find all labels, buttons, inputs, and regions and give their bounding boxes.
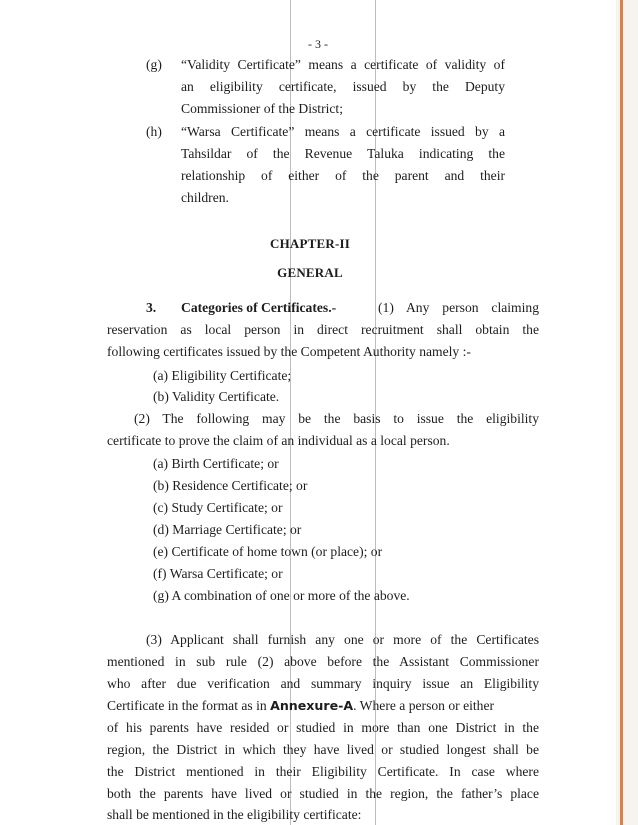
paragraph-line: region, the District in which they have lived or studied longest shall be [107, 742, 539, 757]
paragraph-line: following certificates issued by the Competent Authority namely :- [107, 344, 471, 359]
paragraph-line: Certificate in the format as in Annexure-A. Where a person or either [107, 698, 495, 713]
definition-line: children. [181, 190, 229, 205]
paragraph-line: reservation as local person in direct recruitment shall obtain the [107, 322, 539, 337]
chapter-subtitle: GENERAL [277, 265, 343, 280]
paragraph-line: (2) The following may be the basis to issue the eligibility [134, 411, 539, 426]
list-item: (a) Eligibility Certificate; [153, 368, 292, 383]
definition-line: Commissioner of the District; [181, 101, 343, 116]
definition-line: “Validity Certificate” means a certificate of validity of [181, 57, 505, 72]
list-item: (f) Warsa Certificate; or [153, 566, 283, 581]
list-item: (d) Marriage Certificate; or [153, 522, 302, 537]
paragraph-line: the District mentioned in their Eligibility Certificate. In case where [107, 764, 539, 779]
list-item: (c) Study Certificate; or [153, 500, 283, 515]
page-number: - 3 - [308, 37, 328, 51]
list-item: (a) Birth Certificate; or [153, 456, 279, 471]
page-edge-line [620, 0, 623, 825]
chapter-title: CHAPTER-II [269, 236, 350, 251]
list-item: (b) Residence Certificate; or [153, 478, 308, 493]
definition-marker: (h) [146, 124, 162, 139]
paragraph-line: of his parents have resided or studied in more than one District in the [107, 720, 539, 735]
list-item: (g) A combination of one or more of the above. [153, 588, 410, 603]
paragraph-line: who after due verification and summary inquiry issue an Eligibility [107, 676, 539, 691]
section-number: 3. [146, 300, 157, 315]
definition-line: an eligibility certificate, issued by the Deputy [181, 79, 505, 94]
annexure-reference: Annexure-A [270, 698, 354, 713]
list-item: (e) Certificate of home town (or place); or [153, 544, 383, 559]
paragraph-line: both the parents have lived or studied in the region, the father’s place [107, 786, 539, 801]
paragraph-line: (3) Applicant shall furnish any one or more of the Certificates [146, 632, 539, 647]
paragraph-line: shall be mentioned in the eligibility certificate: [107, 807, 362, 822]
paragraph-line: (1) Any person claiming [378, 300, 539, 315]
list-item: (b) Validity Certificate. [153, 389, 280, 404]
definition-line: relationship of either of the parent and their [181, 168, 505, 183]
paragraph-line: mentioned in sub rule (2) above before the Assistant Commissioner [107, 654, 539, 669]
definition-marker: (g) [146, 57, 162, 72]
definition-line: “Warsa Certificate” means a certificate issued by a [181, 124, 505, 139]
section-heading: Categories of Certificates.- [181, 300, 337, 315]
paragraph-line: certificate to prove the claim of an individual as a local person. [107, 433, 450, 448]
definition-line: Tahsildar of the Revenue Taluka indicating the [181, 146, 505, 161]
